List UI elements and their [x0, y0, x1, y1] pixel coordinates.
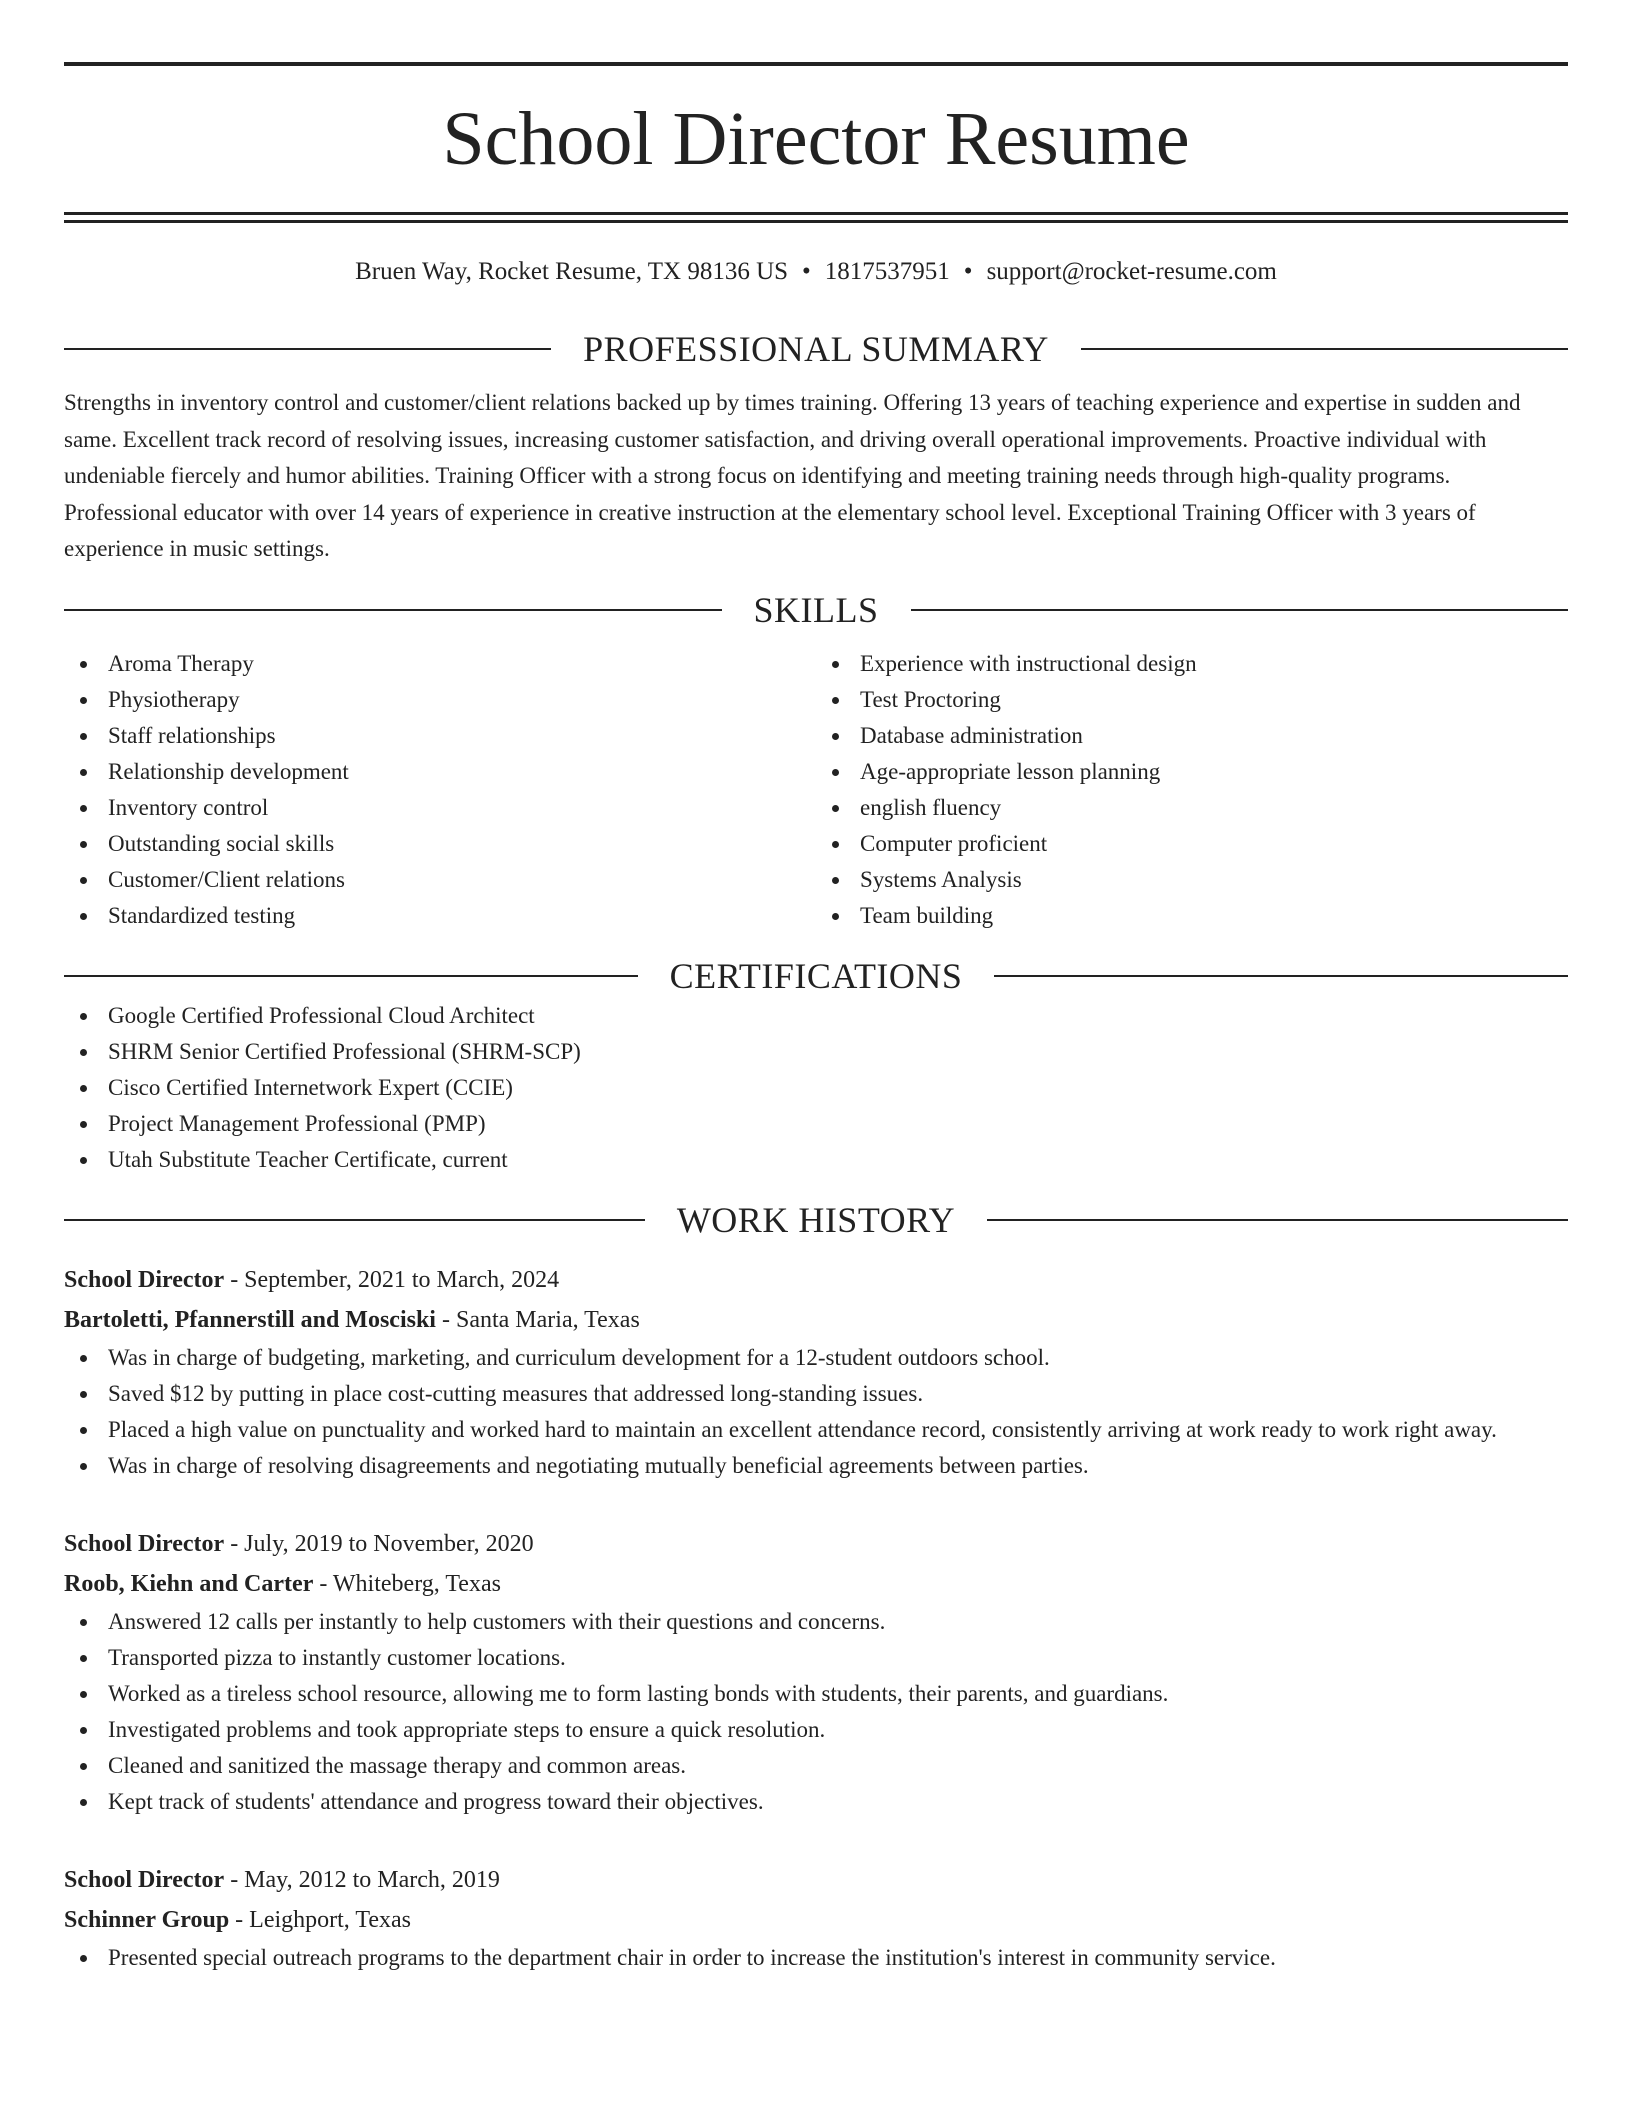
skill-item: Customer/Client relations: [64, 862, 816, 898]
title-double-rule: [64, 212, 1568, 223]
job-company-line: [64, 1564, 1568, 1604]
job-bullet: Was in charge of budgeting, marketing, and curriculum development for a 12-student outdoors school.: [64, 1340, 1568, 1376]
job-entry: [64, 1524, 1568, 1820]
summary-heading: PROFESSIONAL SUMMARY: [583, 329, 1049, 369]
top-rule: [64, 62, 1568, 66]
job-role: School Director: [64, 1866, 225, 1893]
section-rule-right: [911, 609, 1569, 611]
skills-list-left: [64, 646, 816, 934]
job-entry: [64, 1260, 1568, 1484]
job-bullet: Answered 12 calls per instantly to help customers with their questions and concerns.: [64, 1604, 1568, 1640]
skill-item: Relationship development: [64, 754, 816, 790]
job-location: - Whiteberg, Texas: [313, 1570, 501, 1597]
skill-item: Age-appropriate lesson planning: [816, 754, 1568, 790]
summary-section-header: [64, 327, 1568, 371]
job-company-line: [64, 1300, 1568, 1340]
job-role: School Director: [64, 1266, 225, 1293]
skills-heading: SKILLS: [753, 589, 879, 630]
skills-section-header: [64, 588, 1568, 632]
skill-item: Standardized testing: [64, 898, 816, 934]
job-entry: [64, 1860, 1568, 1976]
summary-paragraph: Strengths in inventory control and customer/client relations backed up by times training. Offering 13 years of teaching experience and expertise in sudden and same. Excellent track record of resolving issues, increasing customer satisfaction, and driving overall operational improvements. Proactive individual with undeniable fiercely and humor abilities. Training Officer with a strong focus on identifying and meeting training needs through high-quality programs. Professional educator with over 14 years of experience in creative instruction at the elementary school level. Exceptional Training Officer with 3 years of experience in music settings.: [64, 390, 1521, 561]
contact-phone: 1817537951: [824, 258, 950, 285]
contact-line: [64, 255, 1568, 289]
job-location: - Santa Maria, Texas: [435, 1306, 640, 1333]
job-company: Roob, Kiehn and Carter: [64, 1570, 314, 1597]
job-bullet: Transported pizza to instantly customer locations.: [64, 1640, 1568, 1676]
job-dates: - May, 2012 to March, 2019: [224, 1866, 500, 1893]
section-rule-left: [64, 975, 638, 977]
section-rule-right: [994, 975, 1568, 977]
job-bullets: [64, 1940, 1568, 1976]
work-section-header: [64, 1198, 1568, 1242]
skill-item: Experience with instructional design: [816, 646, 1568, 682]
certification-item: Google Certified Professional Cloud Architect: [64, 998, 1568, 1034]
job-role: School Director: [64, 1530, 225, 1557]
section-rule-left: [64, 1219, 645, 1221]
skill-item: Inventory control: [64, 790, 816, 826]
skill-item: Test Proctoring: [816, 682, 1568, 718]
job-bullet: Presented special outreach programs to the department chair in order to increase the institution's interest in community service.: [64, 1940, 1568, 1976]
work-history: [64, 1260, 1568, 1976]
skills-list-right: [816, 646, 1568, 934]
certification-item: Utah Substitute Teacher Certificate, current: [64, 1142, 1568, 1178]
skill-item: Staff relationships: [64, 718, 816, 754]
job-dates: - July, 2019 to November, 2020: [224, 1530, 534, 1557]
skills-grid: [64, 646, 1568, 934]
job-bullet: Kept track of students' attendance and progress toward their objectives.: [64, 1784, 1568, 1820]
certifications-heading: CERTIFICATIONS: [669, 955, 963, 996]
certifications-list: [64, 998, 1568, 1178]
job-title-line: [64, 1260, 1568, 1300]
certification-item: SHRM Senior Certified Professional (SHRM-SCP): [64, 1034, 1568, 1070]
section-rule-left: [64, 348, 551, 350]
section-rule-right: [987, 1219, 1568, 1221]
skill-item: Aroma Therapy: [64, 646, 816, 682]
skill-item: Systems Analysis: [816, 862, 1568, 898]
certifications-section-header: [64, 954, 1568, 998]
job-dates: - September, 2021 to March, 2024: [224, 1266, 560, 1293]
job-bullets: [64, 1340, 1568, 1484]
section-rule-left: [64, 609, 722, 611]
job-bullet: Worked as a tireless school resource, allowing me to form lasting bonds with students, their parents, and guardians.: [64, 1676, 1568, 1712]
contact-separator: •: [963, 258, 973, 285]
job-company-line: [64, 1900, 1568, 1940]
skill-item: Outstanding social skills: [64, 826, 816, 862]
job-company: Bartoletti, Pfannerstill and Mosciski: [64, 1306, 436, 1333]
job-bullet: Cleaned and sanitized the massage therapy and common areas.: [64, 1748, 1568, 1784]
work-heading: WORK HISTORY: [676, 1199, 956, 1240]
skill-item: Computer proficient: [816, 826, 1568, 862]
job-title-line: [64, 1860, 1568, 1900]
skill-item: Team building: [816, 898, 1568, 934]
job-company: Schinner Group: [64, 1906, 230, 1933]
contact-address: Bruen Way, Rocket Resume, TX 98136 US: [355, 258, 789, 285]
certification-item: Project Management Professional (PMP): [64, 1106, 1568, 1142]
job-bullets: [64, 1604, 1568, 1820]
job-bullet: Investigated problems and took appropriate steps to ensure a quick resolution.: [64, 1712, 1568, 1748]
skill-item: Database administration: [816, 718, 1568, 754]
contact-separator: •: [802, 258, 811, 285]
job-title-line: [64, 1524, 1568, 1564]
page-title: School Director Resume: [442, 97, 1190, 181]
job-bullet: Saved $12 by putting in place cost-cutting measures that addressed long-standing issues.: [64, 1376, 1568, 1412]
job-location: - Leighport, Texas: [229, 1906, 411, 1933]
skill-item: Physiotherapy: [64, 682, 816, 718]
certification-item: Cisco Certified Internetwork Expert (CCIE): [64, 1070, 1568, 1106]
job-bullet: Was in charge of resolving disagreements and negotiating mutually beneficial agreements between parties.: [64, 1448, 1568, 1484]
contact-email: support@rocket-resume.com: [986, 258, 1277, 285]
skill-item: english fluency: [816, 790, 1568, 826]
job-bullet: Placed a high value on punctuality and worked hard to maintain an excellent attendance record, consistently arriving at work ready to work right away.: [64, 1412, 1568, 1448]
section-rule-right: [1081, 348, 1568, 350]
